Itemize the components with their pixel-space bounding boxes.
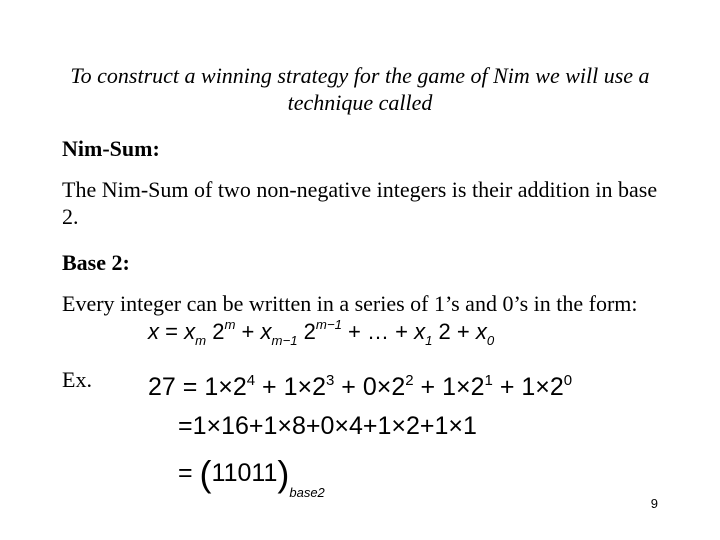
nim-sum-heading: Nim-Sum: (62, 136, 160, 161)
binary-value: 11011 (211, 459, 278, 487)
example-label: Ex. (62, 367, 92, 392)
intro-text: To construct a winning strategy for the game of Nim we will use a technique called (70, 63, 650, 115)
example-line-3: = $(11011)_{base2}$ (178, 453, 325, 500)
example-line-1: $27 = 1\times 2^4 + 1\times 2^3 + 0\times 2^2 + 1\times 2^1 + 1\times 2^0$ (148, 372, 573, 401)
page-number: 9 (650, 496, 658, 511)
base2-formula: $x = x_m$ $2^m + x_{m-1}$ $2^{m-1}$ + … + $x_1$ $2 + x_0$ (148, 317, 495, 348)
base2-text: Every integer can be written in a series of 1’s and 0’s in the form: (62, 291, 638, 316)
example-line-2: =1×16+1×8+0×4+1×2+1×1 (178, 412, 477, 440)
base2-heading: Base 2: (62, 250, 130, 275)
example-lhs: 27 (148, 373, 176, 401)
base-label: base2 (289, 485, 325, 500)
nim-sum-definition: The Nim-Sum of two non-negative integers is their addition in base 2. (62, 177, 658, 229)
